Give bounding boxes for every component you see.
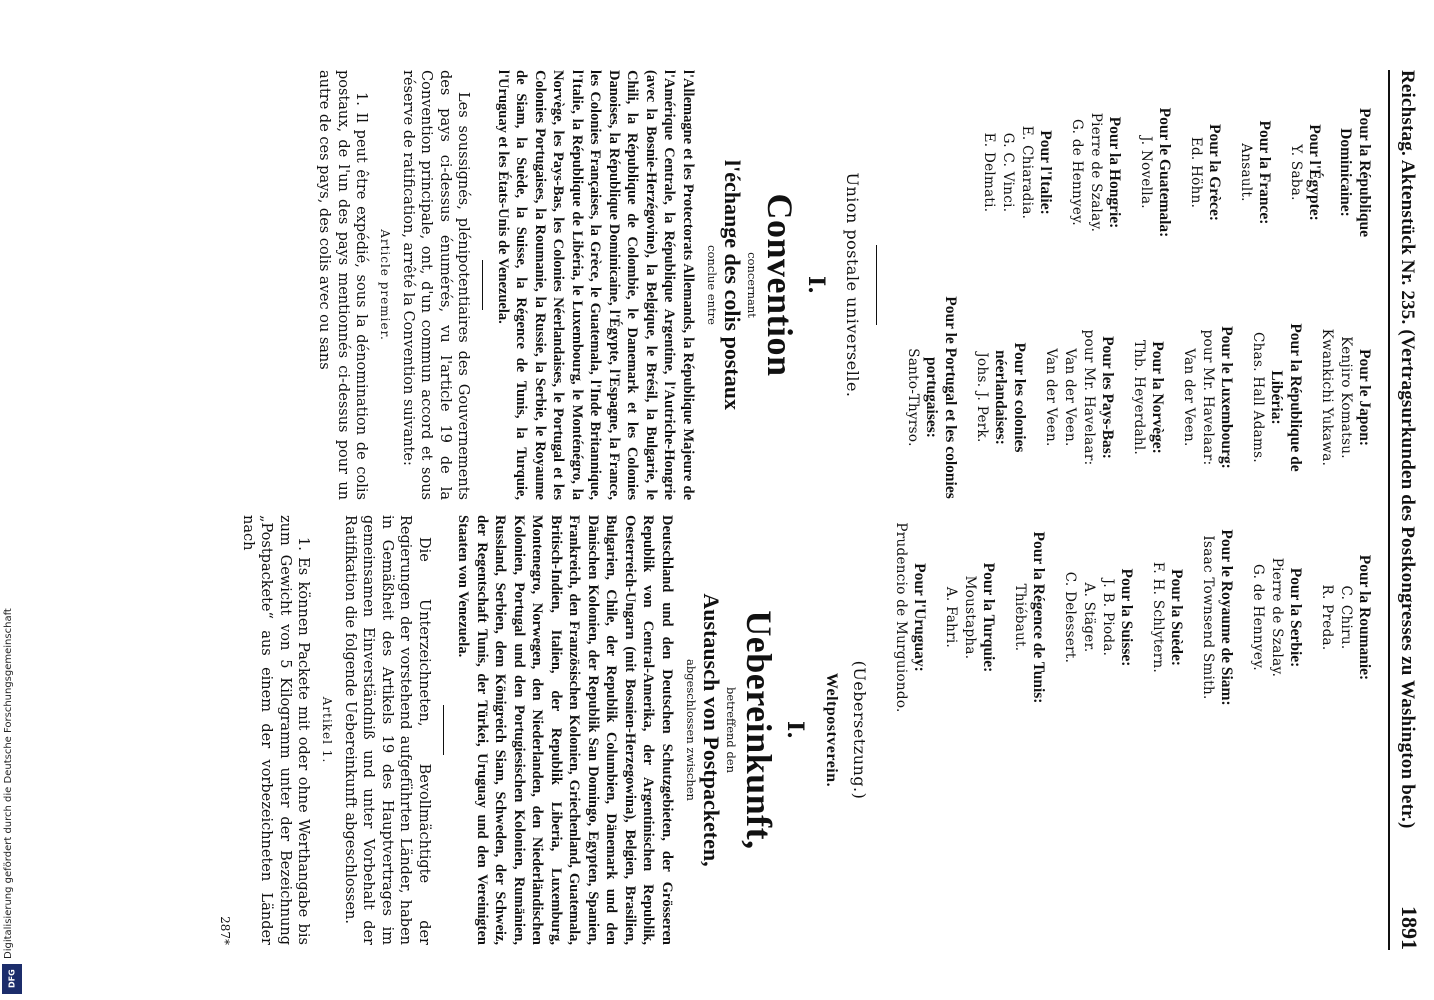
signature-entry: [1248, 515, 1305, 720]
signature-country: Pour l'Uruguay:: [911, 563, 928, 672]
german-section-number: I.: [782, 721, 808, 739]
signature-entry: [1067, 70, 1124, 275]
signatory-name: C. Delessert.: [1062, 571, 1078, 664]
french-subtitle: l'échange des colis postaux: [720, 160, 745, 410]
signatory-name: G. de Hennyey.: [1250, 564, 1266, 671]
signature-entry: [1198, 515, 1236, 720]
signature-country: Pour la France:: [1256, 120, 1273, 225]
signatory-name: Pierre de Szalay.: [1088, 112, 1104, 233]
signature-entry: [1010, 515, 1048, 720]
signatory-name: E. Delmati.: [981, 132, 997, 213]
signatory-name: J. Novella.: [1138, 136, 1154, 209]
signature-country: Pour le Japon:: [1356, 348, 1373, 447]
french-signatures-left: [891, 70, 1374, 275]
signatory-name: Ansault.: [1238, 143, 1254, 202]
signature-country: Pour la Hongrie:: [1106, 116, 1123, 229]
signature-entry: [1129, 295, 1167, 500]
french-parties: l'Allemagne et les Protectorats Allemands, la République Majeure de l'Amérique Centrale, la République Argentine, l'Autriche-Hongrie (avec la Bosnie-Herzégovine), la Belgique, le Brésil, la Bulgarie, le Chili, la République de Colombie, le Danemark et les Colonies Danoises, la République Dominicaine, l'Égypte, l'Espagne, la France, les Colonies Françaises, la Grèce, le Guatemala, l'Inde Britannique, l'Italie, la République de Libéria, le Luxembourg, le Monténégro, la Norvège, les Pays-Bas, les Colonies Néerlandaises, le Portugal et les Colonies Portugaises, la Roumanie, la Russie, la Serbie, le Royaume de Siam, la Suède, la Suisse, la Régence de Tunis, la Turquie, l'Uruguay et les États-Unis de Venezuela.: [495, 70, 696, 500]
section-divider: [876, 245, 877, 325]
signature-country: Pour la République Dominicaine:: [1337, 108, 1373, 237]
signature-entry: [1317, 515, 1374, 720]
signature-entry: [1148, 515, 1186, 720]
page-header: [1388, 70, 1424, 950]
signatory-name: Van der Veen.: [1181, 348, 1197, 447]
signatory-name: Johs. J. Perk.: [974, 352, 990, 443]
german-signatures: [879, 515, 1374, 945]
signatory-name: Van der Veen.: [1062, 348, 1078, 447]
signatory-name: Kenjiro Komatsu.: [1338, 336, 1354, 459]
signatory-name: Isaac Townsend Smith.: [1200, 535, 1216, 700]
signature-country: Pour la Turquie:: [980, 562, 997, 673]
french-section-number: I.: [803, 276, 829, 294]
signature-entry: [941, 515, 998, 720]
signatory-name: Van der Veen.: [1043, 348, 1059, 447]
signature-country: Pour le Royaume de Siam:: [1218, 529, 1235, 706]
signatory-name: A. Stäger.: [1081, 582, 1097, 653]
running-title: Reichstag. Aktenstück Nr. 235. (Vertragsurkunden des Postkongresses zu Washington betr.): [1397, 70, 1418, 829]
signature-country: Pour le Portugal et les colonies portugaises:: [923, 296, 959, 499]
signature-entry: [1041, 295, 1117, 500]
signature-country: Pour le Guatemala:: [1156, 107, 1173, 238]
paragraph-divider: [483, 260, 484, 310]
signature-entry: [1186, 70, 1224, 275]
paragraph-divider: [443, 705, 444, 755]
signatory-name: C. Chiru.: [1338, 585, 1354, 650]
signature-entry: [1136, 70, 1174, 275]
french-signatures: [891, 70, 1374, 500]
signature-entry: [1317, 295, 1374, 500]
signature-entry: [1060, 515, 1136, 720]
signatory-name: pour Mr. Havelaar:: [1200, 329, 1216, 466]
german-preamble: Die Unterzeichneten, Bevollmächtigte der Regierungen der vorstehend aufgeführten Länder, haben in Gemäßheit des Artikels 19 des Hauptvertrages im gemeinsamen Einverständniß und unter Vorbehalt der Ratifikation die folgende Uebereinkunft abgeschlossen.: [342, 515, 432, 945]
signature-country: Pour la Norvège:: [1149, 341, 1166, 454]
german-signatures-left: [879, 515, 1374, 720]
german-union-heading: Weltpostverein.: [823, 672, 840, 788]
german-parties: Deutschland und den Deutschen Schutzgebieten, der Grösseren Republik von Central-Amerika, der Argentinischen Republik, Oesterreich-Ungarn (mit Bosnien-Herzegowina), Belgien, Brasilien, Bulgarien, Chile, der Republik Columbien, Dänemark und den Dänischen Kolonien, der Republik San Domingo, Egypten, Spanien, Frankreich, den Französischen Kolonien, Griechenland, Guatemala, Britisch-Indien, Italien, der Republik Liberia, Luxemburg, Montenegro, Norwegen, den Niederlanden, den Niederländischen Kolonien, Portugal und den Portugiesischen Kolonien, Rumänien, Russland, Serbien, dem Königreich Siam, Schweden, der Schweiz, der Regentschaft Tunis, der Türkei, Uruguay und den Vereinigten Staaten von Venezuela.: [455, 515, 675, 945]
signatory-name: Y. Saba.: [1288, 144, 1304, 201]
german-signatures-blank: [879, 740, 1374, 945]
signature-entry: [1248, 295, 1305, 500]
signatory-name: R. Preda.: [1319, 584, 1335, 651]
signature-entry: [891, 515, 929, 720]
signatory-name: Thiébaut.: [1012, 583, 1028, 652]
signatory-name: E. Chiaradia.: [1019, 125, 1035, 220]
digitization-credit: Digitalisierung gefördert durch die Deutsche Forschungsgemeinschaft: [3, 608, 14, 959]
signatory-name: Santo-Thyrso.: [905, 348, 921, 447]
signatory-name: Thb. Heyerdahl.: [1131, 339, 1147, 456]
signature-entry: [1179, 295, 1236, 500]
german-betreffend: betreffend den: [724, 686, 738, 774]
german-translation-note: (Uebersetzung.): [850, 660, 869, 800]
french-signatures-right: [891, 295, 1374, 500]
french-union-heading: Union postale universelle.: [843, 172, 862, 398]
signature-entry: [1336, 70, 1374, 275]
french-column: [315, 70, 1374, 500]
german-article-text: 1. Es können Packete mit oder ohne Werthangabe bis zum Gewicht von 5 Kilogramm unter der Bezeichnung „Postpackete“ aus einem der vorbezeichneten Länder nach: [240, 515, 312, 945]
signatory-name: Kwankichi Yukawa.: [1319, 328, 1335, 467]
signatory-name: G. C. Vinci.: [1000, 132, 1016, 213]
page-number: 1891: [1397, 906, 1422, 950]
signature-country: Pour la Grèce:: [1206, 124, 1223, 221]
signatory-name: Chas. Hall Adams.: [1250, 332, 1266, 463]
signature-country: Pour les colonies néerlandaises:: [992, 342, 1028, 453]
signatory-name: Prudencio de Murguiondo.: [893, 522, 909, 713]
signature-country: Pour la Régence de Tunis:: [1030, 531, 1047, 704]
signature-country: Pour la Roumanie:: [1356, 554, 1373, 681]
french-preamble: Les soussignés, plénipotentiaires des Gouvernements des pays ci-dessus énumérés, vu l'article 19 de la Convention principale, ont, d'un commun accord et sous réserve de ratification, arrêté la Convention suivante:: [400, 70, 472, 500]
signatory-name: A. Fahri.: [943, 586, 959, 649]
german-convention-title: Uebereinkunft,: [739, 610, 779, 850]
signature-country: Pour la République de Libéria:: [1268, 323, 1304, 472]
signature-entry: [903, 295, 960, 500]
signatory-name: F. H. Schlytern.: [1150, 561, 1166, 674]
french-article-title: Article premier.: [378, 229, 393, 341]
french-article-text: 1. Il peut être expédié, sous la dénomination de colis postaux, de l'un des pays mentionnés ci-dessus pour un autre de ces pays, des colis avec ou sans: [316, 70, 370, 500]
signature-country: Pour les Pays-Bas:: [1099, 336, 1116, 459]
dfg-logo-icon: DFG: [2, 964, 22, 994]
signatory-name: Moustapha.: [962, 575, 978, 660]
signatory-name: Pierre de Szalay.: [1269, 557, 1285, 678]
signature-country: Pour la Serbie:: [1287, 567, 1304, 668]
signature-country: Pour la Suisse:: [1118, 568, 1135, 667]
signature-entry: [979, 70, 1055, 275]
french-convention-title: Convention: [760, 193, 800, 377]
signatory-name: pour Mr. Havelaar:: [1081, 329, 1097, 466]
signature-entry: [1236, 70, 1274, 275]
german-column: [219, 515, 1375, 945]
signature-country: Pour l'Italie:: [1037, 130, 1054, 215]
german-article-title: Artikel 1.: [320, 696, 335, 764]
signature-country: Pour l'Égypte:: [1306, 124, 1323, 221]
german-subtitle: Austausch von Postpacketen,: [699, 593, 724, 867]
signature-entry: [972, 295, 1029, 500]
french-conclue: conclue entre: [705, 245, 719, 325]
signature-entry: [1286, 70, 1324, 275]
signatory-name: G. de Hennyey.: [1069, 119, 1085, 226]
signatory-name: J. B. Pioda.: [1100, 578, 1116, 657]
signature-country: Pour le Luxembourg:: [1218, 326, 1235, 469]
signatory-name: Ed. Höhn.: [1188, 136, 1204, 209]
sheet-signature-mark: 287*: [218, 916, 233, 945]
german-abgeschlossen: abgeschlossen zwischen: [684, 659, 698, 801]
french-concernant: concernant: [745, 252, 759, 318]
signature-country: Pour la Suède:: [1168, 568, 1185, 667]
